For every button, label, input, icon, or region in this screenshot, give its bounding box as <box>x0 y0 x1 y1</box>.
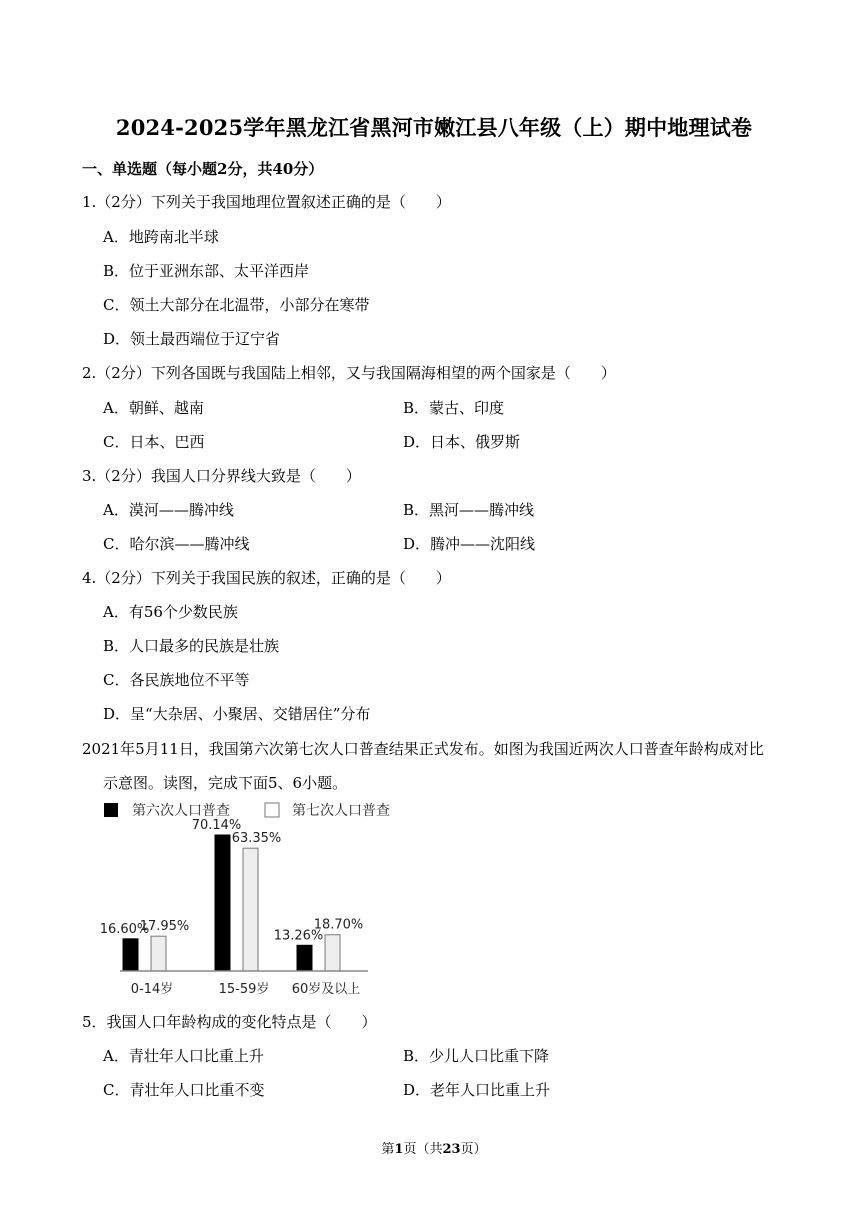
passage-line-1: 2021年5月11日，我国第六次第七次人口普查结果正式发布。如图为我国近两次人口普查年龄构成对比 <box>82 740 764 758</box>
page-footer <box>0 1138 868 1157</box>
footer-middle: 页（共 <box>403 1142 443 1157</box>
bar-sixth-0 <box>123 939 138 971</box>
category-label-1: 15-59岁 <box>218 982 270 997</box>
footer-prefix: 第 <box>381 1142 395 1157</box>
footer-total-pages: 23 <box>442 1142 461 1157</box>
q4-option-c[interactable]: C．各民族地位不平等 <box>103 671 250 689</box>
data-label-seventh-2: 18.70% <box>313 917 364 933</box>
legend-swatch-sixth <box>104 803 118 817</box>
data-label-sixth-0: 16.60% <box>100 921 150 937</box>
bar-sixth-2 <box>297 945 312 971</box>
q3-option-b[interactable]: B．黑河——腾冲线 <box>403 501 535 519</box>
q2-option-c[interactable]: C．日本、巴西 <box>103 433 205 451</box>
question-2-stem: 2.（2分）下列各国既与我国陆上相邻，又与我国隔海相望的两个国家是（ ） <box>82 364 616 382</box>
q5-option-c[interactable]: C．青壮年人口比重不变 <box>103 1081 265 1099</box>
bar-seventh-2 <box>325 935 340 971</box>
q1-option-a[interactable]: A．地跨南北半球 <box>103 228 219 246</box>
q2-option-a[interactable]: A．朝鲜、越南 <box>103 399 204 417</box>
q3-option-d[interactable]: D．腾冲——沈阳线 <box>403 535 536 553</box>
page-title: 2024-2025学年黑龙江省黑河市嫩江县八年级（上）期中地理试卷 <box>115 115 753 140</box>
q1-option-c[interactable]: C．领土大部分在北温带，小部分在寒带 <box>103 296 370 314</box>
q3-option-c[interactable]: C．哈尔滨——腾冲线 <box>103 535 250 553</box>
legend-label-sixth: 第六次人口普查 <box>132 803 230 819</box>
footer-suffix: 页） <box>460 1142 487 1157</box>
legend-swatch-seventh <box>265 803 279 817</box>
q4-option-b[interactable]: B．人口最多的民族是壮族 <box>103 637 280 655</box>
category-label-2: 60岁及以上 <box>291 982 361 997</box>
footer-page-number: 1 <box>394 1142 404 1157</box>
bar-seventh-0 <box>151 936 166 971</box>
q3-option-a[interactable]: A．漠河——腾冲线 <box>103 501 234 519</box>
q4-option-a[interactable]: A．有56个少数民族 <box>103 603 238 621</box>
data-label-seventh-0: 17.95% <box>139 919 190 935</box>
q2-option-d[interactable]: D．日本、俄罗斯 <box>403 433 521 451</box>
q5-option-a[interactable]: A．青壮年人口比重上升 <box>103 1047 264 1065</box>
age-structure-chart <box>100 798 400 998</box>
data-label-seventh-1: 63.35% <box>231 831 282 847</box>
q1-option-b[interactable]: B．位于亚洲东部、太平洋西岸 <box>103 262 310 280</box>
q1-option-d[interactable]: D．领土最西端位于辽宁省 <box>103 330 281 348</box>
q5-option-d[interactable]: D．老年人口比重上升 <box>403 1081 551 1099</box>
bar-sixth-1 <box>215 835 230 971</box>
q2-option-b[interactable]: B．蒙古、印度 <box>403 399 505 417</box>
legend-label-seventh: 第七次人口普查 <box>292 803 390 819</box>
q4-option-d[interactable]: D．呈“大杂居、小聚居、交错居住”分布 <box>103 705 371 723</box>
q5-option-b[interactable]: B．少儿人口比重下降 <box>403 1047 550 1065</box>
bar-seventh-1 <box>243 848 258 971</box>
data-label-sixth-1: 70.14% <box>191 818 242 833</box>
question-3-stem: 3.（2分）我国人口分界线大致是（ ） <box>82 467 361 485</box>
question-1-stem: 1.（2分）下列关于我国地理位置叙述正确的是（ ） <box>82 193 451 211</box>
question-5-stem: 5．我国人口年龄构成的变化特点是（ ） <box>82 1013 377 1031</box>
passage-line-2: 示意图。读图，完成下面5、6小题。 <box>103 774 348 792</box>
category-label-0: 0-14岁 <box>130 982 174 997</box>
data-label-sixth-2: 13.26% <box>273 928 324 944</box>
section-heading: 一、单选题（每小题2分，共40分） <box>82 160 324 178</box>
question-4-stem: 4.（2分）下列关于我国民族的叙述，正确的是（ ） <box>82 569 451 587</box>
